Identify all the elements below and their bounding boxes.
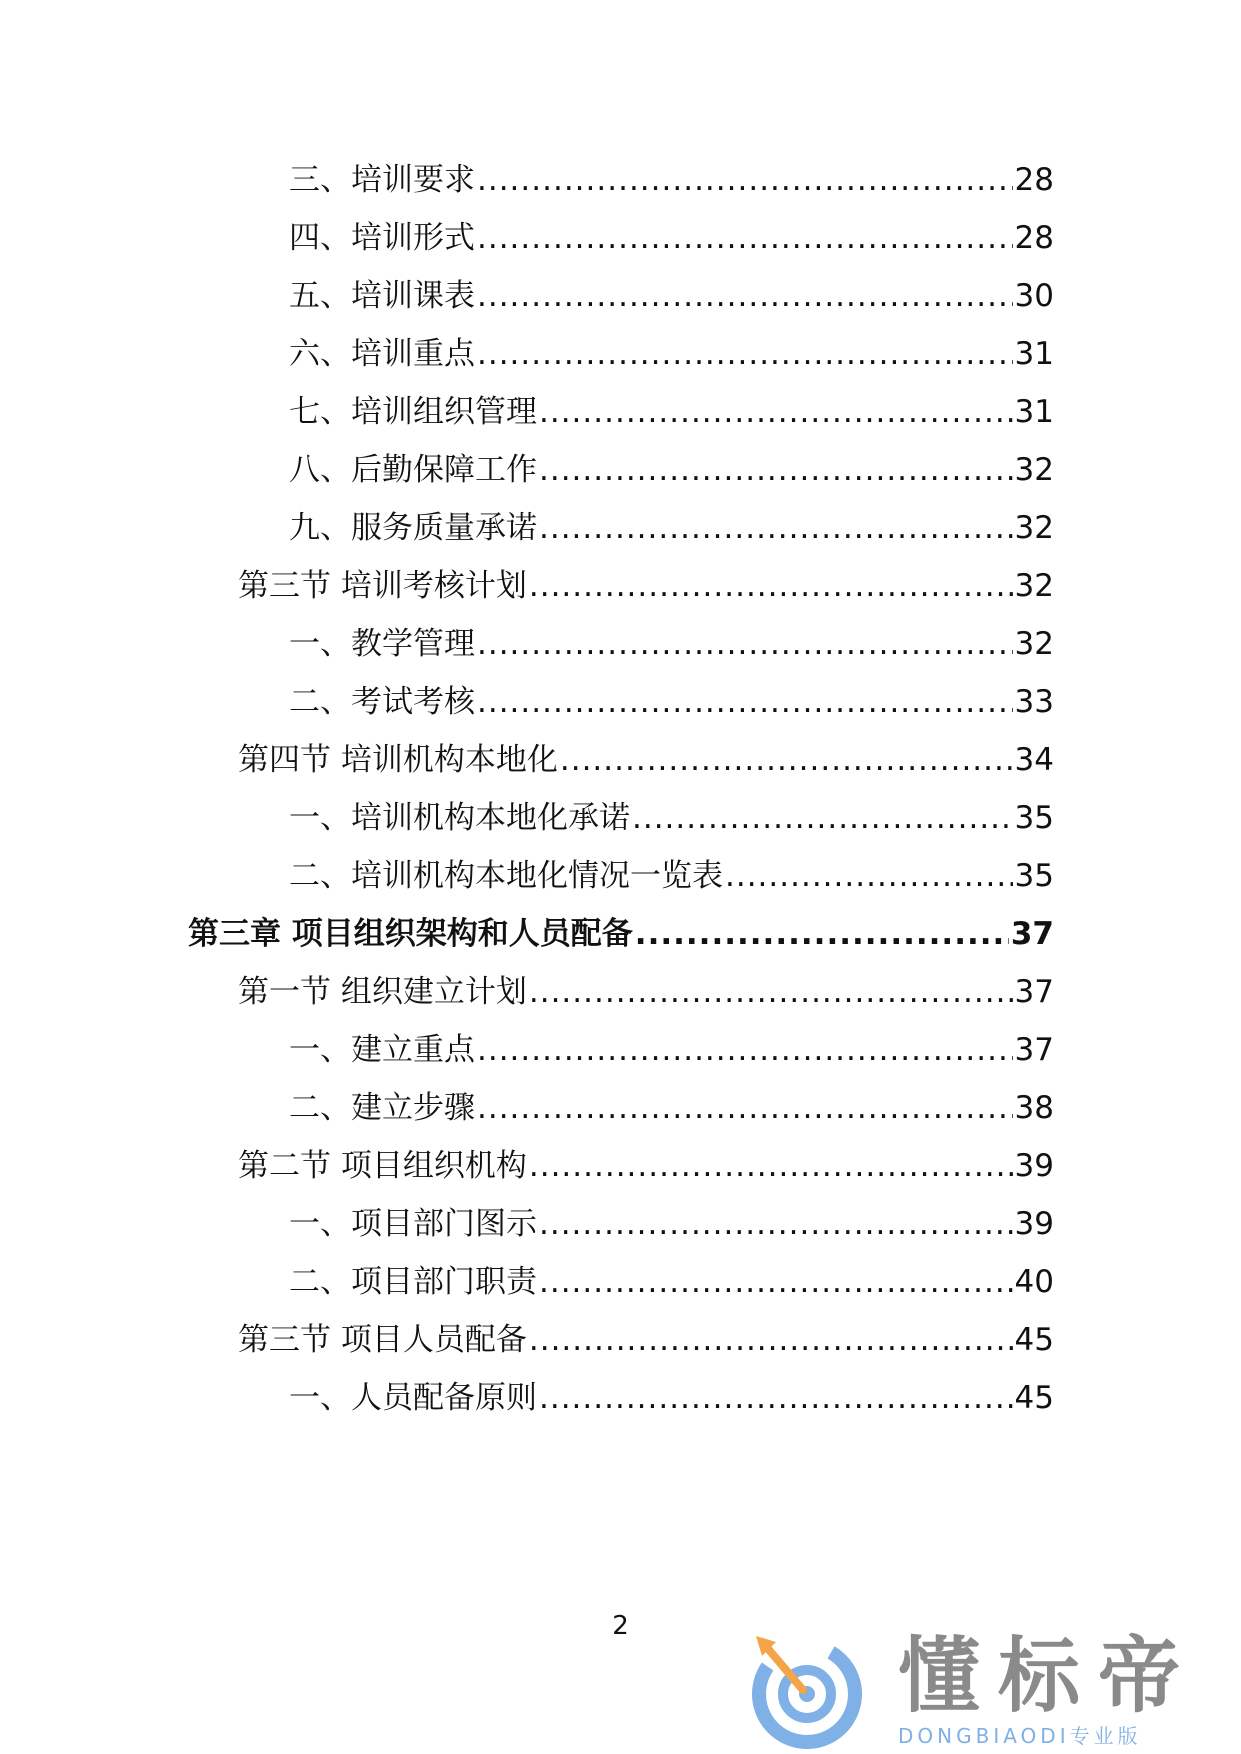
toc-section-entry[interactable]: [238, 1146, 1054, 1186]
toc-leader-dots: [477, 334, 1013, 374]
toc-entry-label: 一、教学管理: [289, 626, 475, 662]
toc-entry-page: 31: [1014, 336, 1054, 372]
toc-entry-label: 一、培训机构本地化承诺: [289, 800, 630, 836]
toc-entry[interactable]: [289, 218, 1054, 258]
toc-entry-label: 一、建立重点: [289, 1032, 475, 1068]
toc-leader-dots: [539, 1378, 1013, 1418]
toc-entry[interactable]: [289, 798, 1054, 838]
toc-entry-page: 28: [1014, 162, 1054, 198]
toc-leader-dots: [725, 856, 1013, 896]
page-number: 2: [612, 1611, 629, 1641]
toc-entry-page: 32: [1014, 510, 1054, 546]
toc-leader-dots: [632, 798, 1013, 838]
toc-entry-page: 37: [1010, 916, 1054, 952]
toc-entry-label: 六、培训重点: [289, 336, 475, 372]
toc-entry-page: 35: [1014, 800, 1054, 836]
toc-entry-label: 一、项目部门图示: [289, 1206, 537, 1242]
toc-entry-page: 33: [1014, 684, 1054, 720]
toc-entry[interactable]: [289, 682, 1054, 722]
toc-entry-page: 32: [1014, 452, 1054, 488]
toc-leader-dots: [529, 1320, 1013, 1360]
toc-entry-page: 31: [1014, 394, 1054, 430]
toc-leader-dots: [560, 740, 1013, 780]
toc-entry-page: 45: [1014, 1380, 1054, 1416]
toc-entry[interactable]: [289, 450, 1054, 490]
toc-entry-label: 二、培训机构本地化情况一览表: [289, 858, 723, 894]
watermark-title: 懂标帝: [898, 1629, 1199, 1724]
toc-leader-dots: [477, 1088, 1013, 1128]
toc-entry-label: 七、培训组织管理: [289, 394, 537, 430]
toc-entry-page: 38: [1014, 1090, 1054, 1126]
toc-entry-page: 32: [1014, 568, 1054, 604]
toc-leader-dots: [529, 1146, 1013, 1186]
toc-leader-dots: [477, 218, 1013, 258]
toc-entry-label: 三、培训要求: [289, 162, 475, 198]
toc-entry[interactable]: [289, 1030, 1054, 1070]
toc-entry-label: 一、人员配备原则: [289, 1380, 537, 1416]
toc-entry[interactable]: [289, 160, 1054, 200]
toc-entry[interactable]: [289, 508, 1054, 548]
toc-entry-label: 九、服务质量承诺: [289, 510, 537, 546]
toc-leader-dots: [539, 1204, 1013, 1244]
toc-entry[interactable]: [289, 856, 1054, 896]
toc-entry-page: 35: [1014, 858, 1054, 894]
toc-entry-label: 四、培训形式: [289, 220, 475, 256]
toc-leader-dots: [529, 566, 1013, 606]
toc-section-entry[interactable]: [238, 566, 1054, 606]
toc-leader-dots: [477, 682, 1013, 722]
toc-entry-label: 第一节 组织建立计划: [238, 974, 527, 1010]
toc-leader-dots: [477, 160, 1013, 200]
toc-leader-dots: [539, 392, 1013, 432]
toc-entry-label: 第二节 项目组织机构: [238, 1148, 527, 1184]
toc-leader-dots: [477, 276, 1013, 316]
toc-entry[interactable]: [289, 276, 1054, 316]
toc-leader-dots: [635, 914, 1009, 954]
target-logo-icon: [748, 1632, 866, 1750]
toc-leader-dots: [539, 508, 1013, 548]
toc-entry-label: 第三章 项目组织架构和人员配备: [188, 916, 633, 952]
toc-entry-label: 第三节 培训考核计划: [238, 568, 527, 604]
toc-section-entry[interactable]: [238, 740, 1054, 780]
toc-entry-label: 五、培训课表: [289, 278, 475, 314]
toc-entry[interactable]: [289, 1378, 1054, 1418]
toc-entry-page: 45: [1014, 1322, 1054, 1358]
toc-entry[interactable]: [289, 392, 1054, 432]
toc-leader-dots: [477, 1030, 1013, 1070]
toc-entry-label: 第四节 培训机构本地化: [238, 742, 558, 778]
toc-leader-dots: [529, 972, 1013, 1012]
toc-leader-dots: [539, 1262, 1013, 1302]
toc-chapter-entry[interactable]: [188, 914, 1054, 954]
toc-section-entry[interactable]: [238, 972, 1054, 1012]
toc-entry-label: 二、建立步骤: [289, 1090, 475, 1126]
toc-leader-dots: [477, 624, 1013, 664]
toc-entry-page: 39: [1014, 1148, 1054, 1184]
toc-entry-label: 八、后勤保障工作: [289, 452, 537, 488]
toc-section-entry[interactable]: [238, 1320, 1054, 1360]
toc-entry-label: 二、考试考核: [289, 684, 475, 720]
toc-entry-page: 37: [1014, 974, 1054, 1010]
toc-entry[interactable]: [289, 1088, 1054, 1128]
toc-entry-page: 28: [1014, 220, 1054, 256]
toc-entry-page: 32: [1014, 626, 1054, 662]
toc-entry[interactable]: [289, 1204, 1054, 1244]
toc-entry-label: 第三节 项目人员配备: [238, 1322, 527, 1358]
toc-entry-label: 二、项目部门职责: [289, 1264, 537, 1300]
watermark-subtitle: DONGBIAODI专业版: [898, 1724, 1142, 1748]
watermark: [748, 1626, 1228, 1754]
toc-entry-page: 39: [1014, 1206, 1054, 1242]
toc-entry[interactable]: [289, 1262, 1054, 1302]
toc-entry-page: 34: [1014, 742, 1054, 778]
toc-entry-page: 30: [1014, 278, 1054, 314]
toc-entry-page: 37: [1014, 1032, 1054, 1068]
toc-entry[interactable]: [289, 624, 1054, 664]
toc-entry[interactable]: [289, 334, 1054, 374]
toc-leader-dots: [539, 450, 1013, 490]
toc-entry-page: 40: [1014, 1264, 1054, 1300]
